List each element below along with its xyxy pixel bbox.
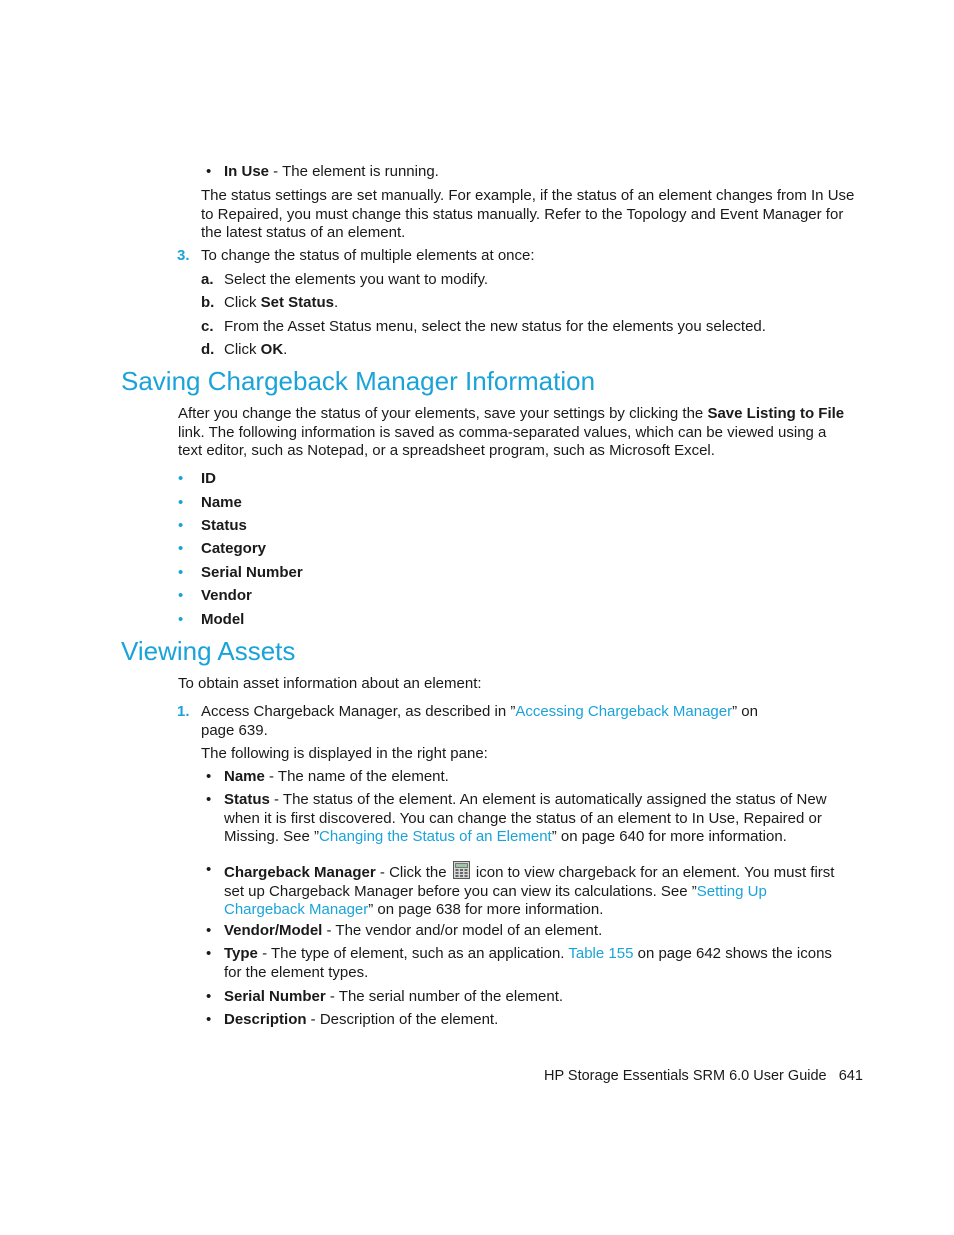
item-chargeback xyxy=(224,861,834,920)
page-number: 641 xyxy=(838,1068,863,1084)
substep-letter: a. xyxy=(201,271,214,288)
link-setting-up[interactable]: Setting Up xyxy=(696,882,767,900)
bold-text: Save Listing to File xyxy=(707,405,845,422)
item-vendor-model xyxy=(224,922,602,941)
field-item: Category xyxy=(201,540,267,557)
substep-letter: d. xyxy=(201,341,215,358)
bullet-dot: • xyxy=(206,988,212,1005)
line: to Repaired, you must change this status manually. Refer to the Topology and Event Manager for xyxy=(201,205,844,223)
line xyxy=(224,945,832,964)
desc: - Description of the element. xyxy=(306,1011,499,1028)
text: After you change the status of your elements, save your settings by clicking the xyxy=(178,405,708,422)
bullet-dot: • xyxy=(178,470,184,487)
item-status xyxy=(224,791,827,847)
term: Status xyxy=(224,791,270,808)
desc: - The serial number of the element. xyxy=(325,988,564,1005)
bullet-dot: • xyxy=(178,564,184,581)
bold-text: OK xyxy=(260,341,284,358)
term: Description xyxy=(224,1011,307,1028)
substep-text: From the Asset Status menu, select the new status for the elements you selected. xyxy=(224,318,766,335)
text: Access Chargeback Manager, as described in ” xyxy=(201,703,516,720)
bullet-dot: • xyxy=(206,922,212,939)
line xyxy=(201,703,758,722)
item-name xyxy=(224,768,449,787)
bullet-dot: • xyxy=(206,791,212,808)
line xyxy=(224,901,834,920)
item-serial-number xyxy=(224,988,563,1007)
desc: - The name of the element. xyxy=(264,768,449,785)
substep-letter: c. xyxy=(201,318,214,335)
text: ” on page 640 for more information. xyxy=(551,828,787,846)
line xyxy=(224,828,827,847)
field-item: Serial Number xyxy=(201,564,303,581)
line: the latest status of an element. xyxy=(201,224,406,242)
text: on page 642 shows the icons xyxy=(633,945,832,962)
bullet-dot: • xyxy=(206,945,212,962)
page-footer xyxy=(544,1068,863,1084)
text: Click xyxy=(224,341,261,358)
line: link. The following information is saved as comma-separated values, which can be viewed using a xyxy=(178,423,827,441)
line xyxy=(224,861,834,883)
step-text xyxy=(201,703,758,740)
bullet-dot: • xyxy=(178,611,184,628)
term: Serial Number xyxy=(224,988,326,1005)
bullet-dot: • xyxy=(206,1011,212,1028)
desc: - The vendor and/or model of an element. xyxy=(322,922,603,939)
intro-text: To obtain asset information about an element: xyxy=(178,675,482,692)
bold-text: Set Status xyxy=(260,294,335,311)
line xyxy=(178,405,844,424)
bullet-dot: • xyxy=(206,768,212,785)
link-chargeback-manager[interactable]: Chargeback Manager xyxy=(224,901,369,919)
text: icon to view chargeback for an element. You must first xyxy=(471,864,835,881)
text: set up Chargeback Manager before you can view its calculations. See ” xyxy=(224,882,697,900)
bullet-dot: • xyxy=(206,861,212,878)
text: Click xyxy=(224,294,261,311)
bullet-dot: • xyxy=(178,587,184,604)
text: Missing. See ” xyxy=(224,828,320,846)
line xyxy=(224,791,827,810)
link-changing-status[interactable]: Changing the Status of an Element xyxy=(319,828,552,846)
line: for the element types. xyxy=(224,963,369,981)
substep-letter: b. xyxy=(201,294,215,311)
line: page 639. xyxy=(201,721,268,739)
line xyxy=(224,883,834,902)
text: . xyxy=(334,294,339,311)
section-heading: Viewing Assets xyxy=(121,636,296,666)
field-item: Status xyxy=(201,517,247,534)
bullet-in-use xyxy=(224,163,439,182)
text: . xyxy=(283,341,288,358)
text: - The status of the element. An element is automatically assigned the status of New xyxy=(269,791,827,808)
status-paragraph xyxy=(201,187,854,243)
bullet-dot: • xyxy=(178,540,184,557)
bullet-dot: • xyxy=(206,163,212,180)
bullet-dot: • xyxy=(178,517,184,534)
text: ” on page 638 for more information. xyxy=(368,901,604,919)
step-number: 1. xyxy=(177,703,190,720)
line: when it is first discovered. You can change the status of an element to In Use, Repaired or xyxy=(224,809,822,827)
displayed-text: The following is displayed in the right pane: xyxy=(201,745,488,762)
substep-text xyxy=(224,341,287,360)
desc: - The element is running. xyxy=(269,163,439,180)
step-number: 3. xyxy=(177,247,190,264)
step-text: To change the status of multiple elements at once: xyxy=(201,247,535,264)
field-item: Model xyxy=(201,611,245,628)
field-item: ID xyxy=(201,470,216,487)
link-accessing-chargeback-manager[interactable]: Accessing Chargeback Manager xyxy=(515,703,733,720)
text: - The type of element, such as an application. xyxy=(257,945,569,962)
substep-text xyxy=(224,294,338,313)
calculator-icon[interactable] xyxy=(453,861,470,879)
footer-guide-title: HP Storage Essentials SRM 6.0 User Guide xyxy=(544,1068,827,1084)
term: Name xyxy=(224,768,265,785)
section-paragraph xyxy=(178,405,844,461)
item-description xyxy=(224,1011,498,1030)
section-heading: Saving Chargeback Manager Information xyxy=(121,366,596,396)
item-type xyxy=(224,945,832,982)
bullet-dot: • xyxy=(178,494,184,511)
term: Chargeback Manager xyxy=(224,864,376,881)
text: ” on xyxy=(732,703,758,720)
line: The status settings are set manually. For example, if the status of an element changes from In Use xyxy=(201,187,855,204)
term: Vendor/Model xyxy=(224,922,323,939)
field-item: Name xyxy=(201,494,242,511)
field-item: Vendor xyxy=(201,587,252,604)
link-table-155[interactable]: Table 155 xyxy=(568,945,634,962)
text: - Click the xyxy=(375,864,451,881)
substep-text: Select the elements you want to modify. xyxy=(224,271,489,288)
term: In Use xyxy=(224,163,270,180)
line: text editor, such as Notepad, or a spreadsheet program, such as Microsoft Excel. xyxy=(178,442,715,460)
term: Type xyxy=(224,945,258,962)
